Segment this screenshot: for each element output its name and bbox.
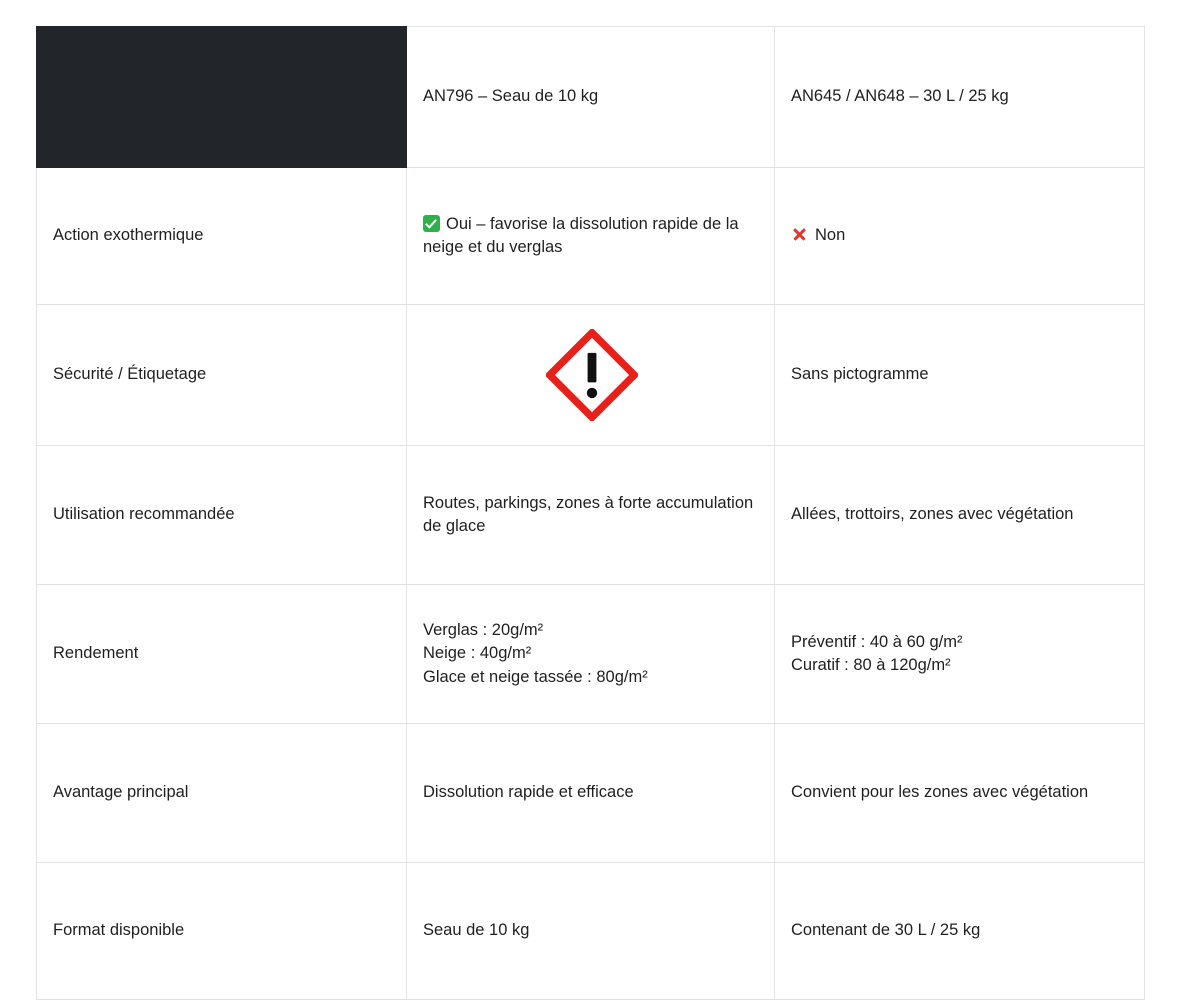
table-row bbox=[37, 863, 1145, 1000]
yield-line: Glace et neige tassée : 80g/m² bbox=[423, 667, 648, 686]
yield-line: Verglas : 20g/m² bbox=[423, 620, 544, 639]
cell-advantage-an796: Dissolution rapide et efficace bbox=[407, 724, 775, 863]
yield-line: Préventif : 40 à 60 g/m² bbox=[791, 632, 963, 651]
table-row bbox=[37, 168, 1145, 305]
header-product-an796: AN796 – Seau de 10 kg bbox=[407, 27, 775, 168]
cell-safety-an645: Sans pictogramme bbox=[775, 305, 1145, 446]
table-row bbox=[37, 305, 1145, 446]
cell-action-an645 bbox=[775, 168, 1145, 305]
cell-usage-an796: Routes, parkings, zones à forte accumulation de glace bbox=[407, 446, 775, 585]
cell-yield-an796 bbox=[407, 585, 775, 724]
yield-line: Curatif : 80 à 120g/m² bbox=[791, 656, 951, 674]
row-label-action-exothermique: Action exothermique bbox=[37, 168, 407, 305]
check-green-icon bbox=[423, 215, 440, 232]
product-comparison-table bbox=[36, 26, 1145, 1000]
cross-red-icon bbox=[791, 226, 808, 243]
table-header-row bbox=[37, 27, 1145, 168]
row-label-utilisation-recommandee: Utilisation recommandée bbox=[37, 446, 407, 585]
header-blank-cell bbox=[37, 27, 407, 168]
header-product-an645-an648: AN645 / AN648 – 30 L / 25 kg bbox=[775, 27, 1145, 168]
cell-safety-an796 bbox=[407, 305, 775, 446]
cell-format-an796: Seau de 10 kg bbox=[407, 863, 775, 1000]
row-label-format-disponible: Format disponible bbox=[37, 863, 407, 1000]
cell-advantage-an645: Convient pour les zones avec végétation bbox=[775, 724, 1145, 863]
table-row bbox=[37, 724, 1145, 863]
cell-action-an796 bbox=[407, 168, 775, 305]
cell-action-an645-text: Non bbox=[815, 226, 846, 245]
row-label-securite-etiquetage: Sécurité / Étiquetage bbox=[37, 305, 407, 446]
cell-format-an645: Contenant de 30 L / 25 kg bbox=[775, 863, 1145, 1000]
table-row bbox=[37, 446, 1145, 585]
cell-usage-an645: Allées, trottoirs, zones avec végétation bbox=[775, 446, 1145, 585]
row-label-avantage-principal: Avantage principal bbox=[37, 724, 407, 863]
cell-yield-an645 bbox=[775, 585, 1145, 724]
ghs-exclamation-hazard-icon bbox=[423, 321, 760, 429]
yield-line: Neige : 40g/m² bbox=[423, 644, 532, 663]
table-row bbox=[37, 585, 1145, 724]
row-label-rendement: Rendement bbox=[37, 585, 407, 724]
cell-action-an796-text: Oui – favorise la dissolution rapide de la neige et du verglas bbox=[423, 214, 739, 256]
